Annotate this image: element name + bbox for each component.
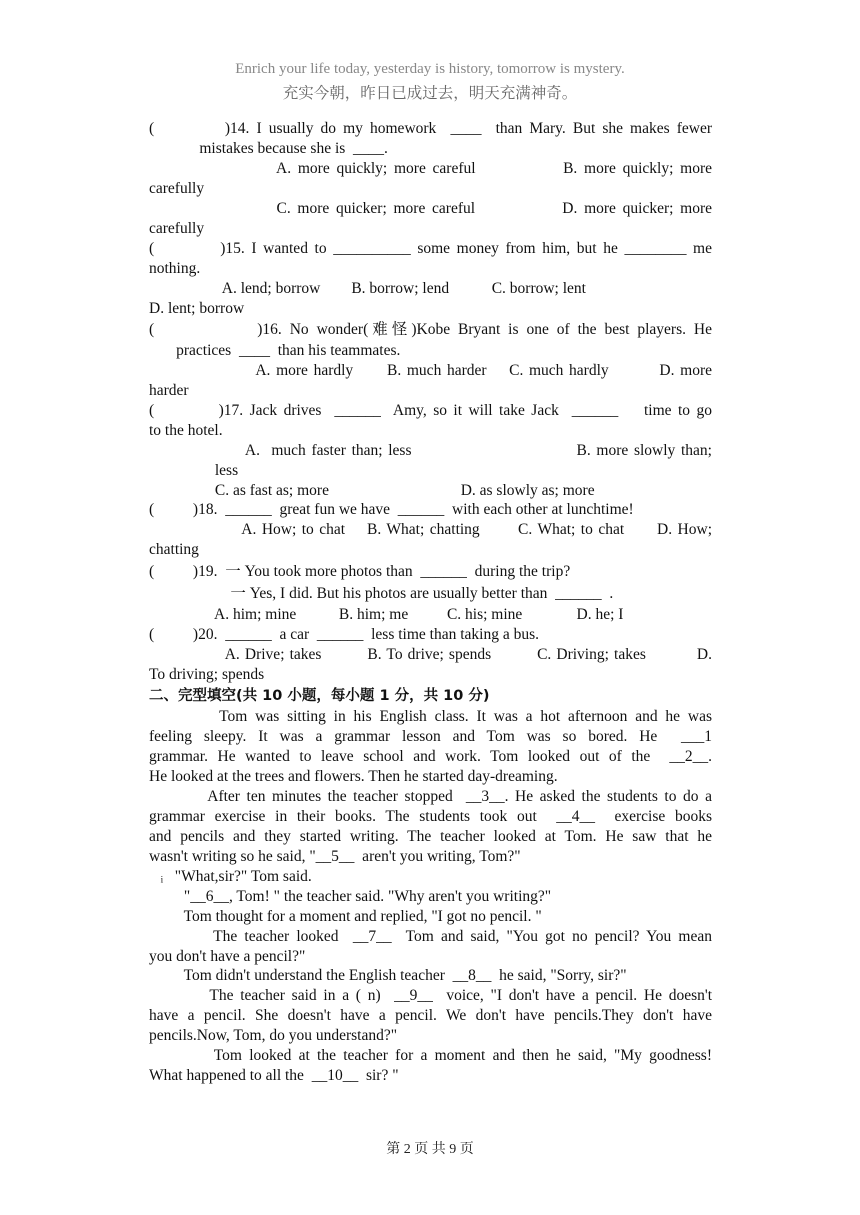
text-line: A. lend; borrow B. borrow; lend C. borrow; lent: [149, 280, 586, 297]
text-line: Tom thought for a moment and replied, "I got no pencil. ": [149, 908, 542, 925]
text-line: have a pencil. She doesn't have a pencil. We don't have pencils.They don't have: [149, 1007, 712, 1024]
text-line: and pencils and they started writing. The teacher looked at Tom. He saw that he: [149, 828, 712, 845]
text-line: The teacher said in a ( n) __9__ voice, "I don't have a pencil. He doesn't: [149, 987, 712, 1004]
text-line: carefully: [149, 220, 205, 237]
text-line: A. Drive; takes B. To drive; spends C. Driving; takes D.: [149, 646, 712, 663]
text-line: wasn't writing so he said, "__5__ aren't you writing, Tom?": [149, 848, 521, 865]
text-line: carefully: [149, 180, 205, 197]
section-heading: 二、完型填空(共 10 小题，每小题 1 分，共 10 分): [149, 688, 490, 704]
text-line: ᵢ "What,sir?" Tom said.: [149, 868, 312, 885]
text-line: ( )14. I usually do my homework ____ than Mary. But she makes fewer: [149, 120, 712, 137]
text-line: 一 Yes, I did. But his photos are usually better than ______ .: [149, 585, 614, 602]
text-line: Tom looked at the teacher for a moment and then he said, "My goodness!: [149, 1047, 712, 1064]
text-line: grammar. He wanted to leave school and work. Tom looked out of the __2__.: [149, 748, 712, 765]
text-line: After ten minutes the teacher stopped __3__. He asked the students to do a: [149, 788, 712, 805]
text-line: to the hotel.: [149, 422, 223, 439]
text-line: "__6__, Tom! " the teacher said. "Why aren't you writing?": [149, 888, 552, 905]
page-number-footer: 第 2 页 共 9 页: [386, 1142, 474, 1157]
text-line: grammar exercise in their books. The students took out __4__ exercise books: [149, 808, 712, 825]
text-line: nothing.: [149, 260, 201, 277]
text-line: chatting: [149, 541, 199, 558]
text-line: A. more hardly B. much harder C. much hardly D. more: [149, 362, 712, 379]
text-line: ( )20. ______ a car ______ less time than taking a bus.: [149, 626, 540, 643]
text-line: C. more quicker; more careful D. more quicker; more: [149, 200, 712, 217]
text-line: A. much faster than; less B. more slowly than;: [149, 442, 712, 459]
header-motto-chinese: 充实今朝，昨日已成过去，明天充满神奇。: [282, 84, 578, 102]
text-line: mistakes because she is ____.: [149, 140, 388, 157]
text-line: The teacher looked __7__ Tom and said, "You got no pencil? You mean: [149, 928, 712, 945]
text-line: He looked at the trees and flowers. Then he started day-dreaming.: [149, 768, 558, 785]
text-line: To driving; spends: [149, 666, 265, 683]
text-line: A. more quickly; more careful B. more quickly; more: [149, 160, 712, 177]
text-line: pencils.Now, Tom, do you understand?": [149, 1027, 398, 1044]
text-line: harder: [149, 382, 189, 399]
text-line: What happened to all the __10__ sir? ": [149, 1067, 399, 1084]
text-line: you don't have a pencil?": [149, 948, 306, 965]
text-line: ( )17. Jack drives ______ Amy, so it will take Jack ______ time to go: [149, 402, 712, 419]
text-line: ( )19. 一 You took more photos than ______ during the trip?: [149, 563, 571, 580]
text-line: D. lent; borrow: [149, 300, 245, 317]
text-line: feeling sleepy. It was a grammar lesson and Tom was so bored. He ___1: [149, 728, 712, 745]
text-line: less: [149, 462, 239, 479]
text-line: A. him; mine B. him; me C. his; mine D. he; I: [149, 606, 624, 623]
text-line: Tom didn't understand the English teacher __8__ he said, "Sorry, sir?": [149, 967, 627, 984]
text-line: C. as fast as; more D. as slowly as; more: [149, 482, 595, 499]
text-line: ( )15. I wanted to __________ some money from him, but he ________ me: [149, 240, 712, 257]
text-line: A. How; to chat B. What; chatting C. What; to chat D. How;: [149, 521, 712, 538]
text-line: ( )18. ______ great fun we have ______ with each other at lunchtime!: [149, 501, 634, 518]
text-line: Tom was sitting in his English class. It was a hot afternoon and he was: [149, 708, 712, 725]
header-motto-english: Enrich your life today, yesterday is history, tomorrow is mystery.: [235, 61, 625, 77]
text-line: practices ____ than his teammates.: [149, 342, 401, 359]
text-line: ( )16. No wonder(难怪)Kobe Bryant is one of the best players. He: [149, 321, 712, 338]
